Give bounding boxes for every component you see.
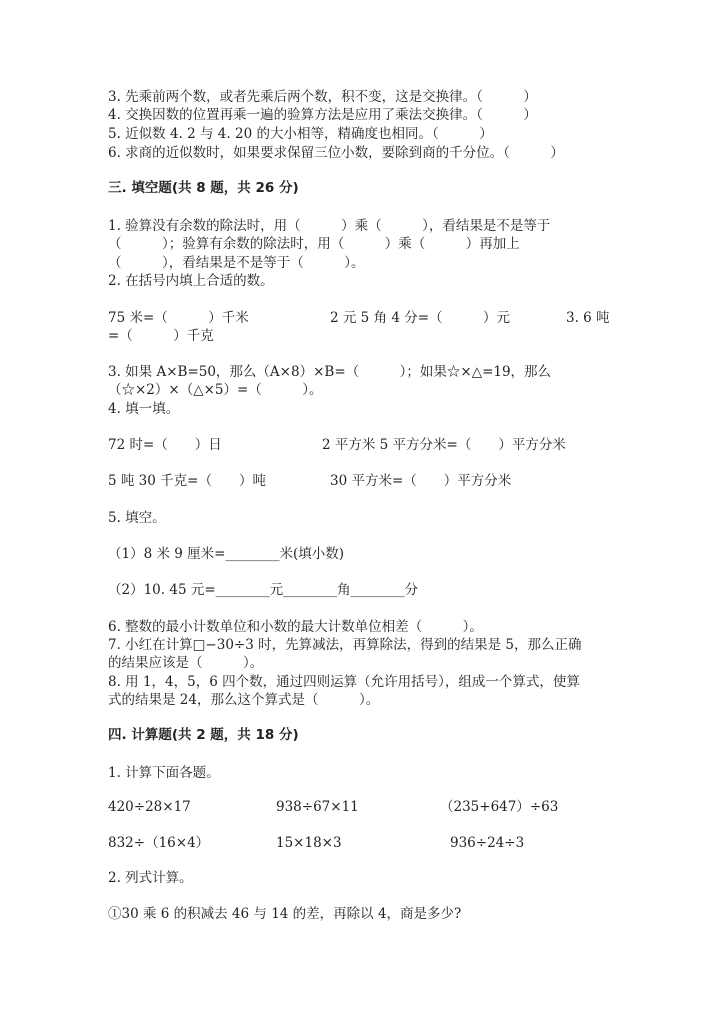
fill-q7-line1: 7. 小红在计算□−30÷3 时，先算减法，再算除法，得到的结果是 5，那么正确 — [108, 637, 582, 653]
calc-q2-item1: ①30 乘 6 的积减去 46 与 14 的差，再除以 4，商是多少? — [108, 906, 462, 922]
calc-q2: 2. 列式计算。 — [108, 870, 193, 886]
calc-expr: 832÷（16×4） — [108, 835, 210, 851]
fill-q2-item-c: 3. 6 吨 — [566, 310, 610, 326]
fill-q4-item-b: 2 平方米 5 平方分米=（ ）平方分米 — [322, 437, 566, 453]
judge-question-6: 6. 求商的近似数时，如果要求保留三位小数，要除到商的千分位。（ ） — [108, 145, 564, 161]
fill-q8-line2: 式的结果是 24，那么这个算式是（ ）。 — [108, 692, 380, 708]
section-heading-fill: 三. 填空题(共 8 题，共 26 分) — [108, 180, 299, 196]
calc-expr: 938÷67×11 — [276, 799, 359, 815]
fill-q5-part1: （1）8 米 9 厘米=________米(填小数) — [108, 546, 344, 562]
fill-q5-part2: （2）10. 45 元=________元________角________分 — [108, 582, 419, 598]
fill-q3-line1: 3. 如果 A×B=50，那么（A×8）×B=（ ）；如果☆×△=19，那么 — [108, 364, 552, 380]
fill-q2-item-a: 75 米=（ ）千米 — [108, 310, 249, 326]
fill-q2: 2. 在括号内填上合适的数。 — [108, 273, 274, 289]
fill-q4: 4. 填一填。 — [108, 401, 180, 417]
fill-q7-line2: 的结果应该是（ ）。 — [108, 655, 264, 671]
fill-q1-line3: （ ），看结果是不是等于（ ）。 — [108, 255, 365, 271]
fill-q2-item-c-cont: =（ ）千克 — [108, 328, 214, 344]
judge-question-5: 5. 近似数 4. 2 与 4. 20 的大小相等，精确度也相同。（ ） — [108, 126, 493, 142]
fill-q3-line2: （☆×2）×（△×5）=（ ）。 — [108, 382, 323, 398]
fill-q6: 6. 整数的最小计数单位和小数的最大计数单位相差（ ）。 — [108, 619, 483, 635]
calc-expr: 420÷28×17 — [108, 799, 191, 815]
calc-expr: 15×18×3 — [276, 835, 342, 851]
calc-expr: （235+647）÷63 — [440, 799, 559, 815]
fill-q4-item-a: 72 时=（ ）日 — [108, 437, 222, 453]
fill-q1-line1: 1. 验算没有余数的除法时，用（ ）乘（ ），看结果是不是等于 — [108, 218, 551, 234]
judge-question-3: 3. 先乘前两个数，或者先乘后两个数，积不变，这是交换律。（ ） — [108, 89, 537, 105]
fill-q5: 5. 填空。 — [108, 510, 166, 526]
fill-q4-item-c: 5 吨 30 千克=（ ）吨 — [108, 473, 266, 489]
fill-q8-line1: 8. 用 1，4，5，6 四个数，通过四则运算（允许用括号），组成一个算式，使算 — [108, 674, 580, 690]
section-heading-calc: 四. 计算题(共 2 题，共 18 分) — [108, 727, 299, 743]
fill-q1-line2: （ ）；验算有余数的除法时，用（ ）乘（ ）再加上 — [108, 236, 520, 252]
fill-q4-item-d: 30 平方米=（ ）平方分米 — [330, 473, 512, 489]
calc-q1: 1. 计算下面各题。 — [108, 765, 220, 781]
judge-question-4: 4. 交换因数的位置再乘一遍的验算方法是应用了乘法交换律。（ ） — [108, 107, 537, 123]
fill-q2-item-b: 2 元 5 角 4 分=（ ）元 — [330, 310, 511, 326]
calc-expr: 936÷24÷3 — [450, 835, 525, 851]
